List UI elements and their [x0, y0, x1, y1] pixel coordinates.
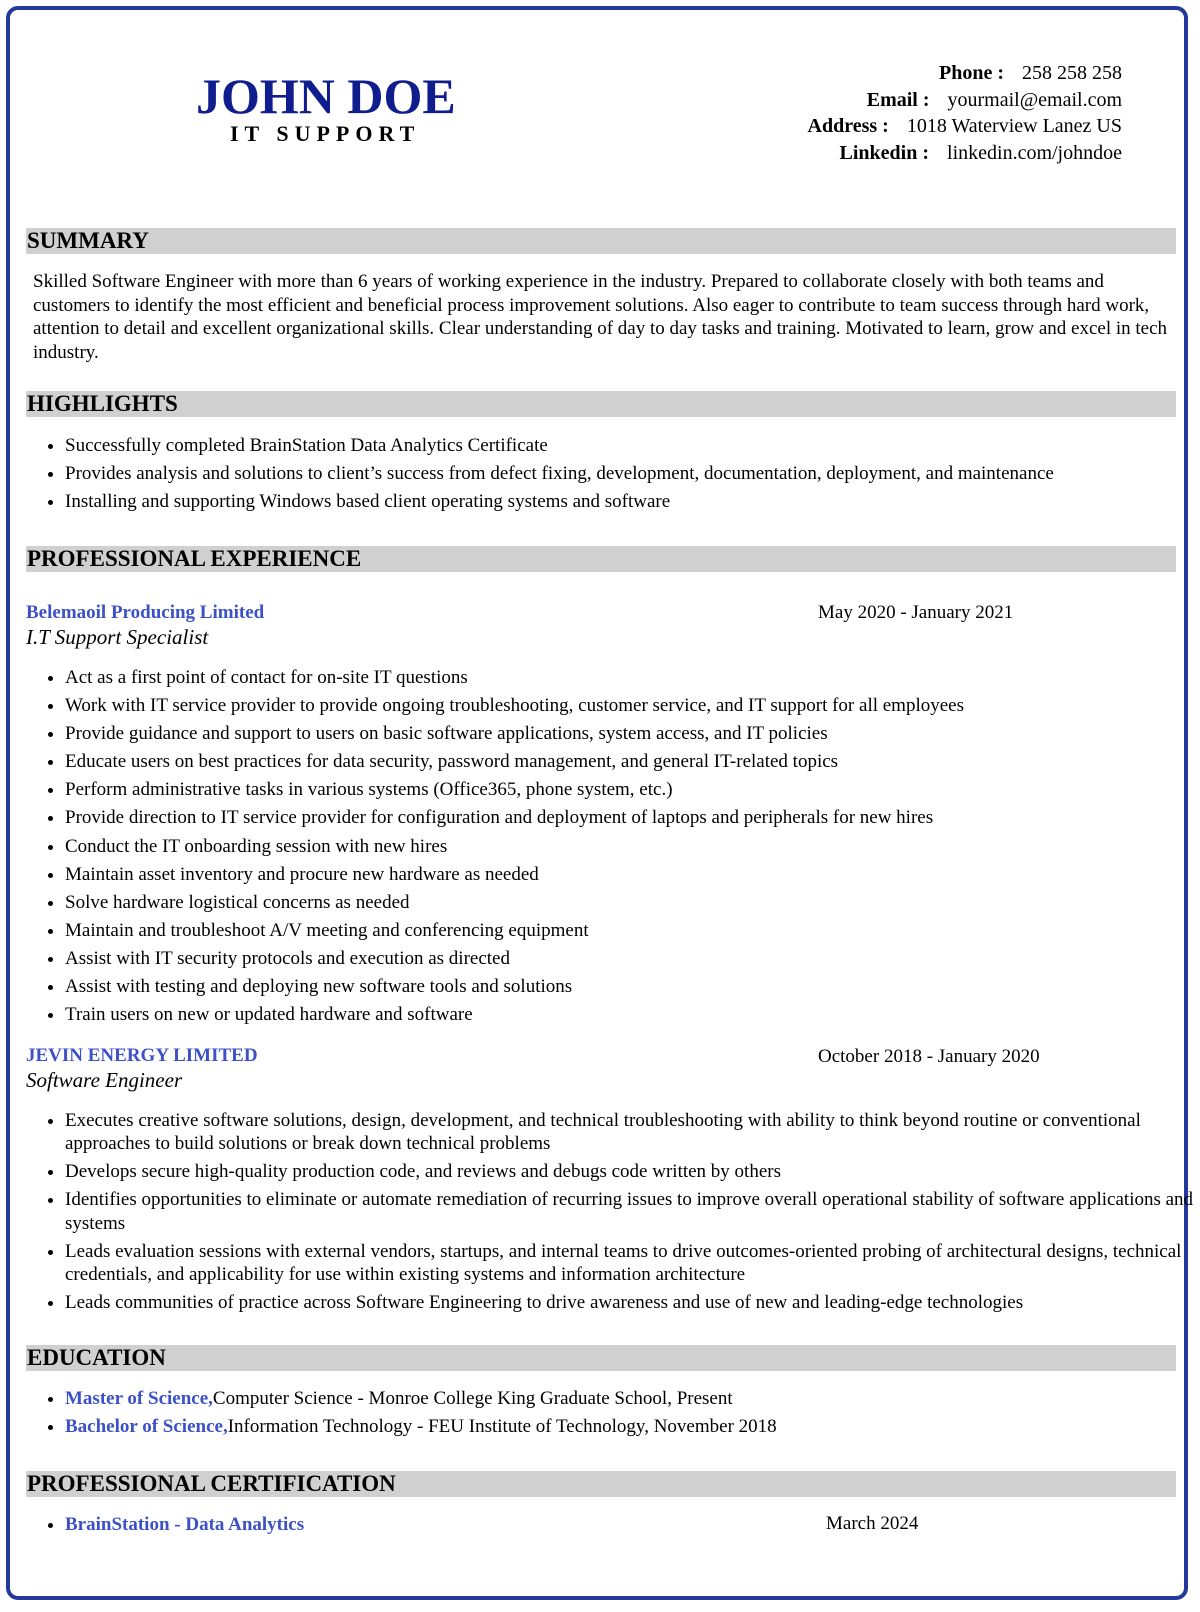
contact-label: Linkedin : — [839, 141, 930, 164]
list-item: • Conduct the IT onboarding session with new hires — [65, 835, 1200, 858]
degree-name: Bachelor of Science, — [65, 1416, 228, 1438]
summary-text: Skilled Software Engineer with more than 6 years of working experience in the industry. Prepared to collaborate closely with both teams and customers to identify the most efficient and beneficial process improvement solutions. Also eager to contribute to team success through hard work, attention to detail and excellent organizational skills. Clear understanding of day to day tasks and training. Motivated to learn, grow and excel in tech industry. — [33, 271, 1168, 363]
list-item: • Successfully completed BrainStation Data Analytics Certificate — [65, 434, 1200, 457]
candidate-role: IT SUPPORT — [230, 121, 421, 146]
contact-label: Address : — [807, 115, 889, 137]
list-item: • Develops secure high-quality production code, and reviews and debugs code written by others — [65, 1160, 1200, 1183]
list-item: • Identifies opportunities to eliminate or automate remediation of recurring issues to improve overall operational stability of software applications and systems — [65, 1188, 1200, 1235]
certification-name: BrainStation - Data Analytics — [65, 1514, 305, 1535]
list-item: • Executes creative software solutions, design, development, and technical troubleshooting with ability to think beyond routine or conventional approaches to build solutions or break down technical problems — [65, 1109, 1200, 1156]
contact-value: 1018 Waterview Lanez US — [906, 115, 1122, 137]
list-item: • Installing and supporting Windows based client operating systems and software — [65, 490, 1200, 513]
degree-detail: Information Technology - FEU Institute of Technology, November 2018 — [227, 1416, 777, 1438]
job-duties-list — [26, 1109, 1200, 1319]
degree-name: Master of Science, — [65, 1388, 213, 1409]
contact-label: Email : — [866, 88, 930, 111]
list-item: • Provides analysis and solutions to client’s success from defect fixing, development, documentation, deployment, and maintenance — [65, 462, 1200, 485]
list-item: • Provide guidance and support to users on basic software applications, system access, and IT policies — [65, 722, 1200, 745]
list-item: • Leads evaluation sessions with external vendors, startups, and internal teams to drive outcomes-oriented probing of architectural designs, technical credentials, and applicability for use within existing systems and information architecture — [65, 1240, 1200, 1287]
section-title-summary: SUMMARY — [26, 228, 1176, 254]
highlights-list — [26, 434, 1200, 518]
job-dates: May 2020 - January 2021 — [818, 602, 1014, 623]
list-item: • Maintain and troubleshoot A/V meeting and conferencing equipment — [65, 919, 1200, 942]
section-title-highlights: HIGHLIGHTS — [26, 391, 1176, 417]
certification-list — [26, 1513, 1200, 1541]
section-title-experience: PROFESSIONAL EXPERIENCE — [26, 546, 1176, 572]
list-item: • Leads communities of practice across Software Engineering to drive awareness and use of new and leading-edge technologies — [65, 1291, 1200, 1314]
education-list — [26, 1387, 1200, 1443]
list-item: • Educate users on best practices for data security, password management, and general IT-related topics — [65, 750, 1200, 773]
list-item: • Act as a first point of contact for on-site IT questions — [65, 666, 1200, 689]
section-title-certification: PROFESSIONAL CERTIFICATION — [26, 1471, 1176, 1497]
degree-detail: Computer Science - Monroe College King Graduate School, Present — [212, 1388, 733, 1409]
contact-value: yourmail@email.com — [947, 88, 1122, 111]
company-name: JEVIN ENERGY LIMITED — [26, 1045, 258, 1066]
contact-address — [808, 113, 1123, 140]
list-item — [65, 1513, 1200, 1536]
contact-value: linkedin.com/johndoe — [947, 141, 1122, 164]
list-item: • Assist with IT security protocols and execution as directed — [65, 947, 1200, 970]
certification-date: March 2024 — [826, 1513, 919, 1534]
job-dates: October 2018 - January 2020 — [818, 1046, 1040, 1067]
contact-block — [808, 60, 1123, 166]
job-title: I.T Support Specialist — [26, 625, 209, 649]
company-name: Belemaoil Producing Limited — [26, 602, 265, 623]
list-item — [65, 1415, 1200, 1438]
job-duties-list — [26, 666, 1200, 1031]
contact-label: Phone : — [939, 62, 1004, 84]
list-item: • Provide direction to IT service provider for configuration and deployment of laptops and peripherals for new hires — [65, 806, 1200, 829]
section-title-education: EDUCATION — [26, 1345, 1176, 1371]
candidate-name: JOHN DOE — [196, 68, 456, 124]
contact-email — [808, 87, 1123, 114]
contact-phone — [808, 60, 1123, 87]
list-item: • Assist with testing and deploying new software tools and solutions — [65, 975, 1200, 998]
list-item: • Maintain asset inventory and procure new hardware as needed — [65, 863, 1200, 886]
contact-value: 258 258 258 — [1022, 62, 1122, 84]
list-item: • Solve hardware logistical concerns as needed — [65, 891, 1200, 914]
contact-linkedin — [808, 140, 1123, 167]
job-title: Software Engineer — [26, 1068, 183, 1092]
list-item: • Train users on new or updated hardware and software — [65, 1003, 1200, 1026]
list-item: • Perform administrative tasks in various systems (Office365, phone system, etc.) — [65, 778, 1200, 801]
list-item — [65, 1387, 1200, 1410]
list-item: • Work with IT service provider to provide ongoing troubleshooting, customer service, and IT support for all employees — [65, 694, 1200, 717]
